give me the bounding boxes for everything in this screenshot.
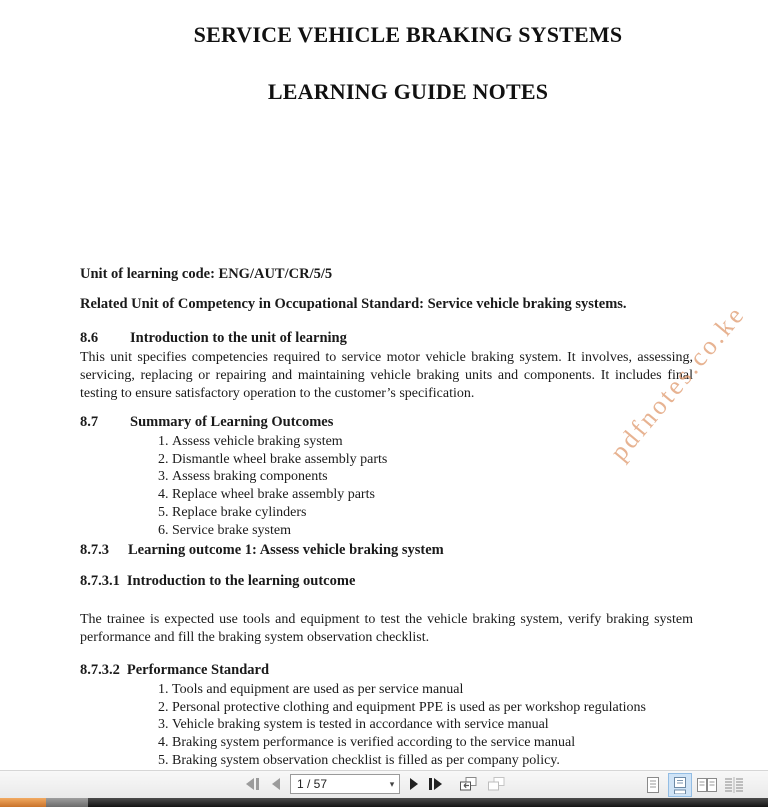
heading-number: 8.7.3 — [80, 542, 109, 558]
previous-view-icon — [459, 776, 478, 792]
page-number-box[interactable] — [290, 774, 400, 794]
heading-8-6 — [80, 330, 347, 347]
single-page-icon — [645, 776, 661, 794]
previous-view-button[interactable] — [456, 774, 480, 794]
learning-outcomes-list — [150, 433, 387, 539]
heading-title: Summary of Learning Outcomes — [130, 414, 334, 430]
last-page-icon — [428, 778, 444, 790]
heading-8-7 — [80, 414, 333, 431]
heading-title: Introduction to the learning outcome — [126, 573, 356, 589]
continuous-scrolling-layout-button[interactable] — [668, 773, 692, 797]
last-page-button[interactable] — [426, 774, 446, 794]
two-page-scrolling-layout-button[interactable] — [722, 773, 746, 797]
heading-8-7-3 — [80, 542, 444, 559]
paragraph-8-6: This unit specifies competencies required to service motor vehicle braking system. It involves, assessing, servicing, replacing or repairing and maintaining vehicle braking units and components. It includes final testing to ensure satisfactory operation to the customer’s specification. — [80, 350, 693, 402]
heading-title: Introduction to the unit of learning — [130, 330, 347, 346]
first-page-button[interactable] — [242, 774, 262, 794]
list-item: 5. Replace brake cylinders — [172, 504, 387, 522]
list-item: 2. Dismantle wheel brake assembly parts — [172, 451, 387, 469]
heading-number: 8.6 — [80, 330, 99, 346]
heading-number: 8.7.3.2 — [80, 662, 120, 678]
related-unit-line: Related Unit of Competency in Occupational Standard: Service vehicle braking systems. — [80, 296, 627, 312]
list-item: 3. Vehicle braking system is tested in accordance with service manual — [172, 716, 646, 734]
list-item: 5. Braking system observation checklist is filled as per company policy. — [172, 752, 646, 770]
taskbar-active-button[interactable] — [0, 798, 46, 807]
two-page-scrolling-icon — [723, 776, 745, 794]
next-page-icon — [407, 778, 421, 790]
list-item: 6. Service brake system — [172, 522, 387, 540]
unit-code-line: Unit of learning code: ENG/AUT/CR/5/5 — [80, 266, 333, 282]
heading-number: 8.7.3.1 — [80, 573, 120, 589]
document-title-line2: LEARNING GUIDE NOTES — [267, 79, 549, 104]
taskbar-button[interactable] — [46, 798, 88, 807]
list-item: 1. Tools and equipment are used as per service manual — [172, 681, 646, 699]
single-page-layout-button[interactable] — [641, 773, 665, 797]
heading-8-7-3-2 — [80, 662, 269, 679]
previous-page-button[interactable] — [266, 774, 286, 794]
list-item: 2. Personal protective clothing and equipment PPE is used as per workshop regulations — [172, 699, 646, 717]
two-page-view-layout-button[interactable] — [695, 773, 719, 797]
list-item: 1. Assess vehicle braking system — [172, 433, 387, 451]
viewer-toolbar — [0, 770, 768, 798]
heading-8-7-3-1 — [80, 573, 355, 590]
first-page-icon — [244, 778, 260, 790]
continuous-scrolling-icon — [672, 776, 688, 794]
paragraph-8-7-3-1: The trainee is expected use tools and equipment to test the vehicle braking system, verify braking system performance and fill the braking system observation checklist. — [80, 612, 693, 646]
list-item: 3. Assess braking components — [172, 468, 387, 486]
performance-standard-list — [150, 681, 646, 770]
document-title-line1: SERVICE VEHICLE BRAKING SYSTEMS — [193, 22, 623, 47]
heading-number: 8.7 — [80, 414, 99, 430]
list-item: 4. Braking system performance is verified according to the service manual — [172, 734, 646, 752]
next-view-button[interactable] — [484, 774, 508, 794]
list-item: 4. Replace wheel brake assembly parts — [172, 486, 387, 504]
heading-title: Performance Standard — [126, 662, 270, 678]
heading-title: Learning outcome 1: Assess vehicle braking system — [128, 542, 444, 558]
page-number-value[interactable]: 1 / 57 — [297, 777, 328, 791]
two-page-view-icon — [696, 776, 718, 794]
previous-page-icon — [269, 778, 283, 790]
chevron-down-icon[interactable]: ▾ — [389, 778, 395, 789]
taskbar-sliver — [0, 798, 768, 807]
next-view-icon — [487, 776, 506, 792]
page-layout-group — [641, 773, 746, 797]
next-page-button[interactable] — [404, 774, 424, 794]
watermark-text: pdfnotes.co.ke — [604, 299, 751, 467]
